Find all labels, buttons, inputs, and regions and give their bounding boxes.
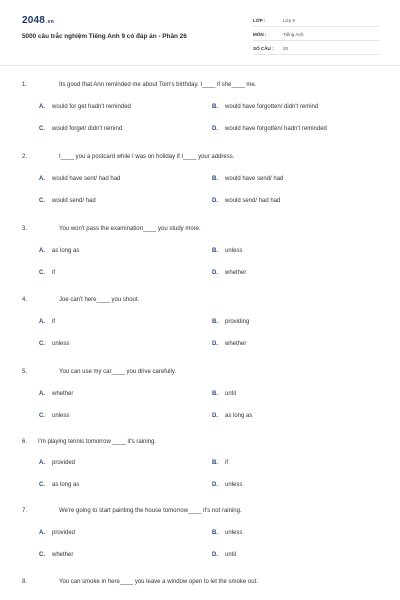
option-a[interactable]: A. provided <box>39 530 76 536</box>
logo-text: 2048 <box>22 15 46 26</box>
page-header <box>0 0 400 60</box>
document-title: 5000 câu trắc nghiệm Tiếng Anh 9 có đáp án - Phần 26 <box>22 33 187 40</box>
question-number: 5. <box>22 369 28 375</box>
meta-count-label: SỐ CÂU : <box>253 46 274 51</box>
option-c[interactable]: C. as long as <box>39 482 80 488</box>
option-b[interactable]: B. unless <box>212 248 243 254</box>
option-a[interactable]: A. whether <box>39 391 74 397</box>
meta-grade-label: LỚP : <box>253 18 266 23</box>
question-text: We're going to start painting the house tomorrow____ it's not raining. <box>59 508 242 514</box>
header-divider <box>0 65 400 66</box>
option-c[interactable]: C. whether <box>39 552 74 558</box>
meta-subject-value: Tiếng Anh <box>283 32 304 37</box>
question-text: Joe can't here____ you shout. <box>59 297 140 303</box>
question-number: 2. <box>22 154 28 160</box>
question-number: 8. <box>22 579 28 585</box>
option-b[interactable]: B. providing <box>212 319 250 325</box>
option-a[interactable]: A. would have sent/ had had <box>39 176 121 182</box>
meta-count <box>253 42 379 55</box>
question-text: You won't pass the examination____ you study more. <box>59 226 201 232</box>
question-number: 3. <box>22 226 28 232</box>
meta-count-value: 20 <box>283 46 289 51</box>
option-d[interactable]: D. whether <box>212 341 247 347</box>
option-d[interactable]: D. whether <box>212 270 247 276</box>
option-b[interactable]: B. unless <box>212 530 243 536</box>
option-a[interactable]: A. provided <box>39 460 76 466</box>
option-a[interactable]: A. as long as <box>39 248 80 254</box>
option-b[interactable]: B. if <box>212 460 228 466</box>
meta-grade <box>253 14 379 27</box>
option-b[interactable]: B. would have forgotten/ didn't remind <box>212 104 319 110</box>
option-b[interactable]: B. until <box>212 391 237 397</box>
option-c[interactable]: C. unless <box>39 413 70 419</box>
question-text: You can smoke in here____ you leave a window open to let the smoke out. <box>59 579 258 585</box>
site-logo[interactable] <box>22 15 54 26</box>
option-c[interactable]: C. would forget/ didn't remind <box>39 126 123 132</box>
question-text: I'm playing tennis tomorrow ____ it's raining. <box>38 439 157 445</box>
option-c[interactable]: C. would send/ had <box>39 198 96 204</box>
meta-subject-label: MÔN : <box>253 32 267 37</box>
option-d[interactable]: D. unless <box>212 482 243 488</box>
option-c[interactable]: C. unless <box>39 341 70 347</box>
option-c[interactable]: C. if <box>39 270 55 276</box>
option-a[interactable]: A. if <box>39 319 55 325</box>
meta-subject <box>253 28 379 41</box>
option-d[interactable]: D. as long as <box>212 413 253 419</box>
option-a[interactable]: A. would for get hadn't reminded <box>39 104 131 110</box>
question-number: 1. <box>22 82 28 88</box>
question-text: You can use my car____ you drive carefully. <box>59 369 177 375</box>
meta-grade-value: Lớp 9 <box>283 18 295 23</box>
logo-tld: .vn <box>46 19 54 25</box>
option-b[interactable]: B. would have send/ had <box>212 176 284 182</box>
option-d[interactable]: D. would send/ had had <box>212 198 281 204</box>
question-number: 6. <box>22 439 28 445</box>
question-text: Its good that Ann reminded me about Tom's birthday. I____ if she____ me. <box>59 82 257 88</box>
option-d[interactable]: D. would have forgotten/ hadn't reminded <box>212 126 327 132</box>
option-d[interactable]: D. until <box>212 552 237 558</box>
question-number: 7. <box>22 508 28 514</box>
question-text: I____ you a postcard while I was on holiday if I____ your address. <box>59 154 235 160</box>
question-number: 4. <box>22 297 28 303</box>
